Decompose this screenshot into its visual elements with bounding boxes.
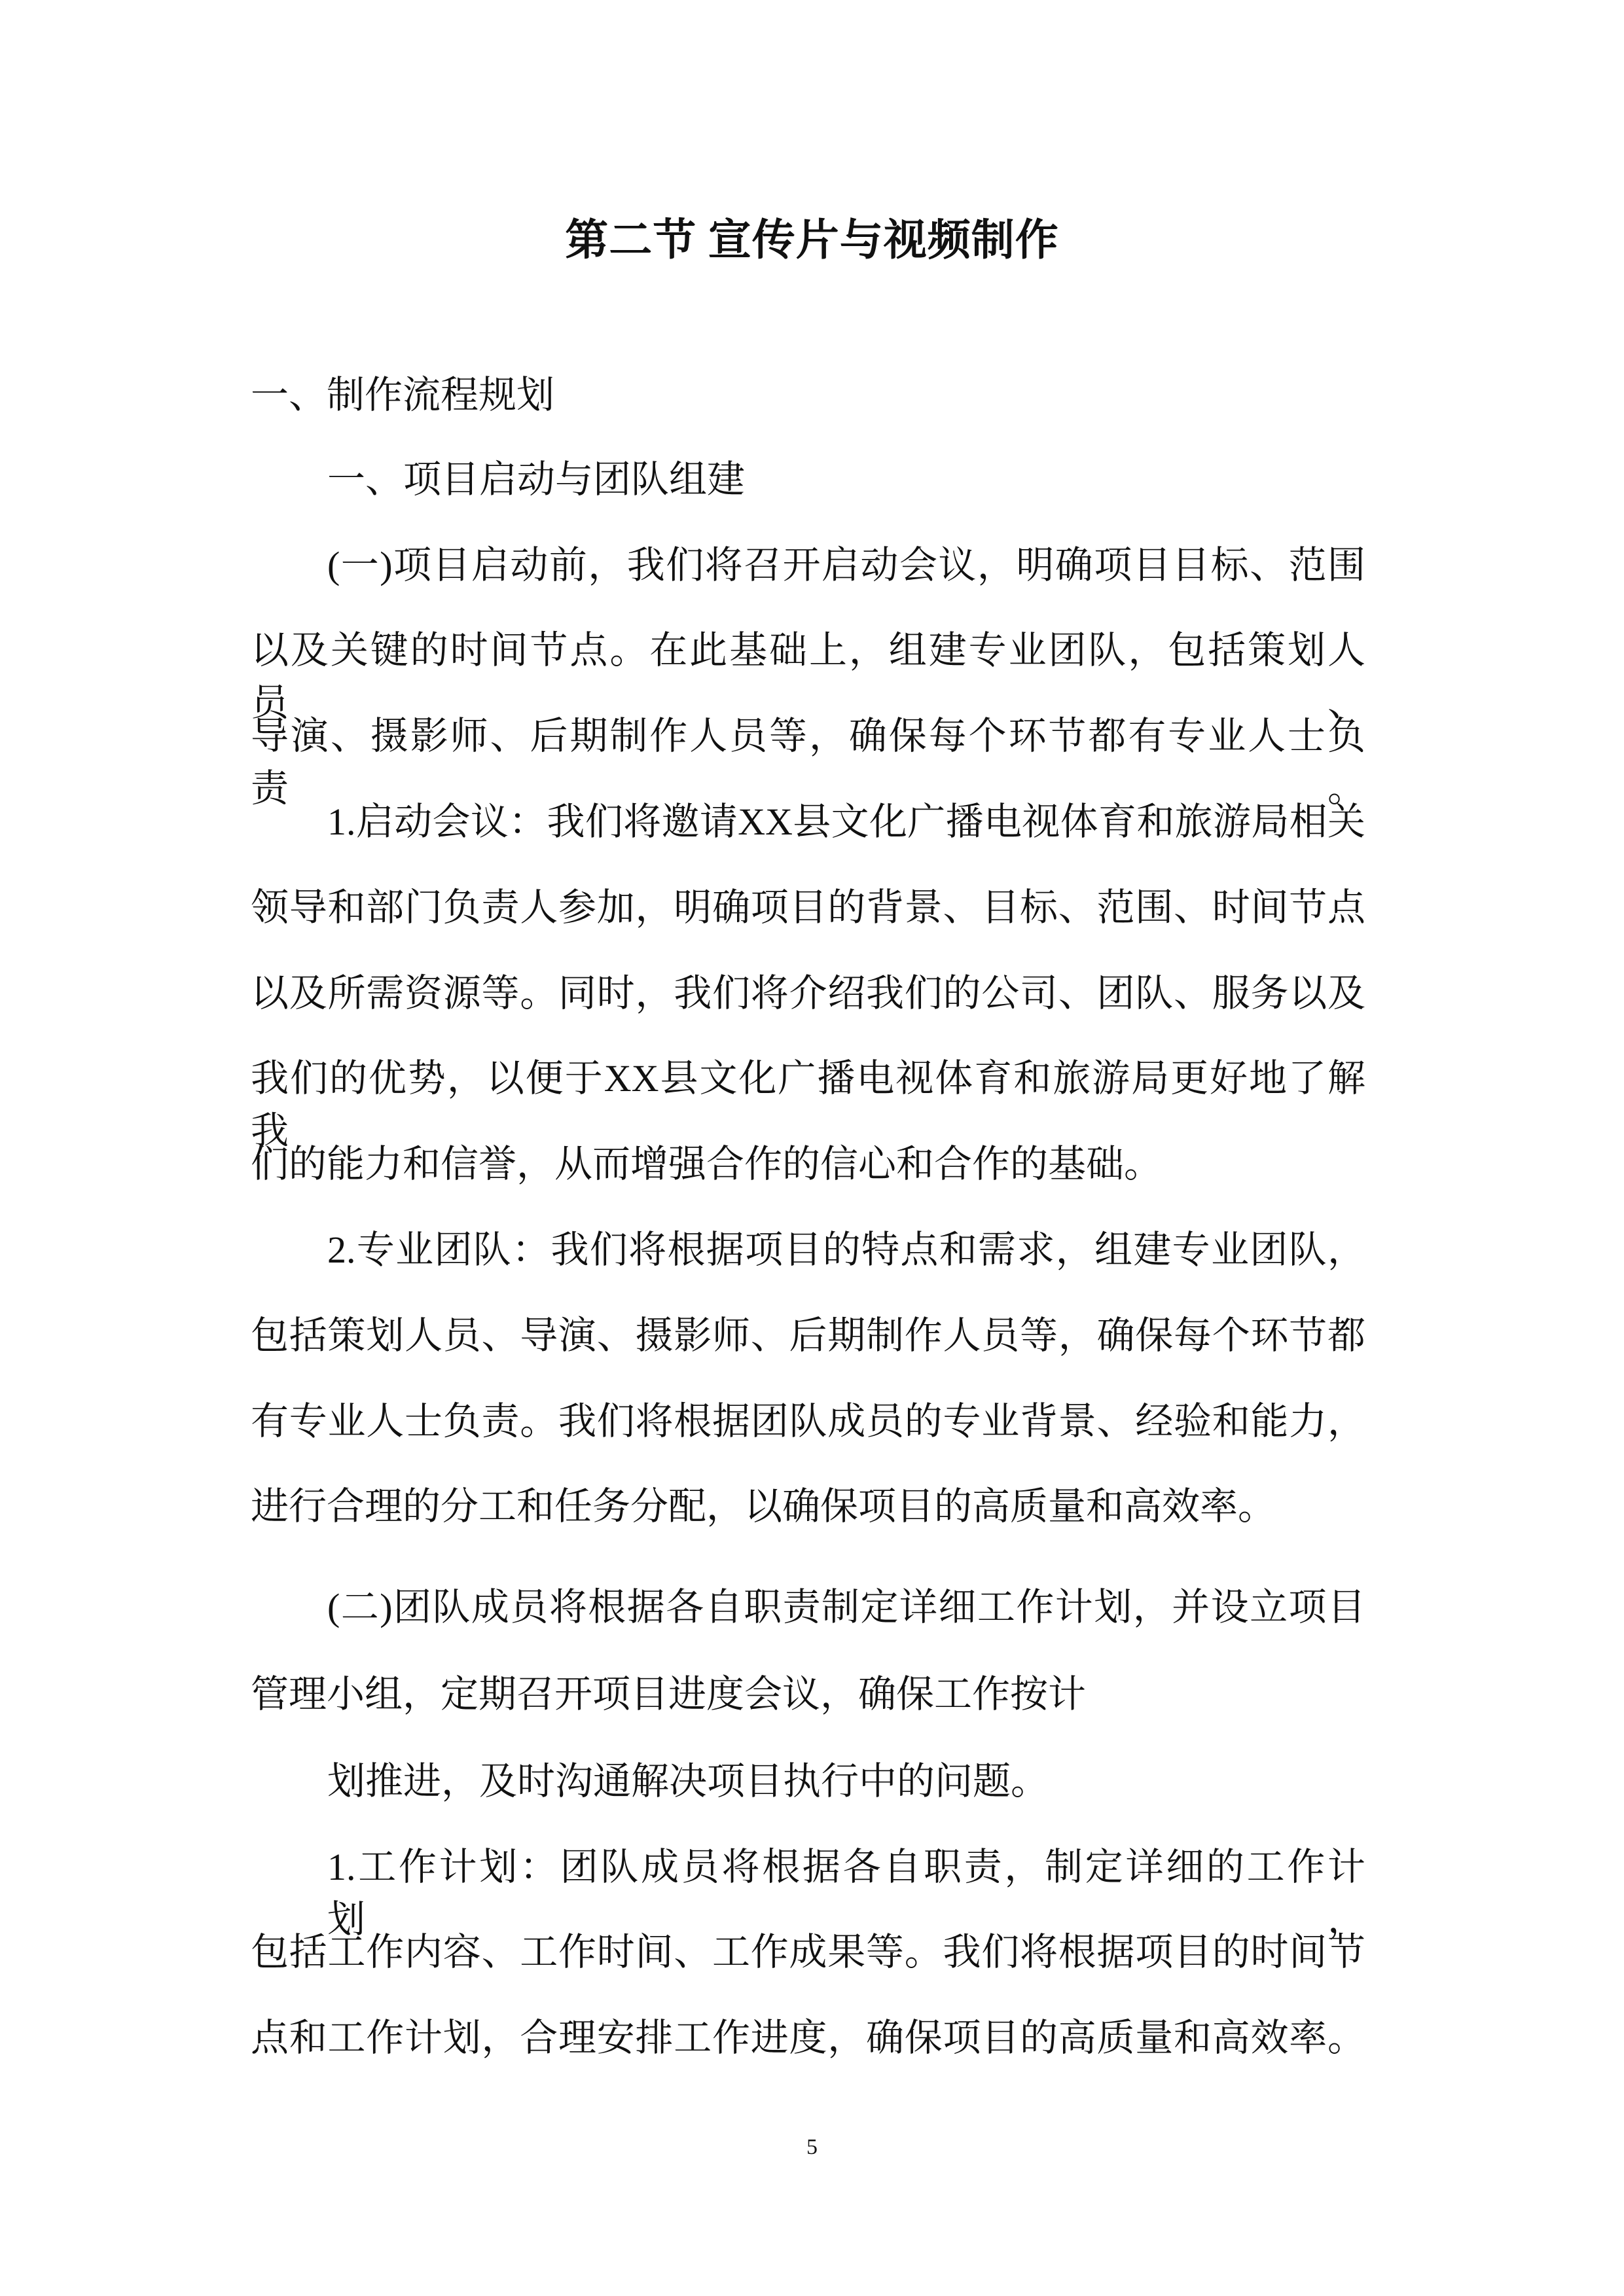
page-number: 5 xyxy=(806,2135,818,2159)
paragraph-line: 导演、摄影师、后期制作人员等，确保每个环节都有专业人士负责。 xyxy=(251,715,1365,810)
paragraph-line: (一)项目启动前，我们将召开启动会议，明确项目目标、范围 xyxy=(327,544,1365,586)
paragraph-line: 我们的优势，以便于XX县文化广播电视体育和旅游局更好地了解我 xyxy=(251,1057,1365,1152)
paragraph-line: 划推进，及时沟通解决项目执行中的问题。 xyxy=(327,1760,1049,1803)
paragraph-line: (二)团队成员将根据各自职责制定详细工作计划，并设立项目 xyxy=(327,1586,1365,1628)
paragraph-line: 包括策划人员、导演、摄影师、后期制作人员等，确保每个环节都 xyxy=(251,1314,1365,1357)
paragraph-line: 管理小组，定期召开项目进度会议，确保工作按计 xyxy=(251,1673,1087,1715)
paragraph-line: 1.工作计划：团队成员将根据各自职责，制定详细的工作计划， xyxy=(327,1846,1365,1941)
paragraph-line: 进行合理的分工和任务分配，以确保项目的高质量和高效率。 xyxy=(251,1485,1276,1528)
heading-2: 一、项目启动与团队组建 xyxy=(327,458,746,501)
paragraph-line: 以及所需资源等。同时，我们将介绍我们的公司、团队、服务以及 xyxy=(251,972,1365,1014)
paragraph-line: 点和工作计划，合理安排工作进度，确保项目的高质量和高效率。 xyxy=(251,2017,1365,2059)
section-title: 第二节 宣传片与视频制作 xyxy=(565,217,1059,264)
paragraph-line: 领导和部门负责人参加，明确项目的背景、目标、范围、时间节点 xyxy=(251,886,1365,929)
paragraph-line: 以及关键的时间节点。在此基础上，组建专业团队，包括策划人员、 xyxy=(251,629,1365,724)
heading-1: 一、制作流程规划 xyxy=(251,374,555,416)
paragraph-line: 包括工作内容、工作时间、工作成果等。我们将根据项目的时间节 xyxy=(251,1931,1365,1973)
paragraph-line: 2.专业团队：我们将根据项目的特点和需求，组建专业团队， xyxy=(327,1229,1365,1271)
paragraph-line: 们的能力和信誉，从而增强合作的信心和合作的基础。 xyxy=(251,1143,1163,1185)
paragraph-line: 有专业人士负责。我们将根据团队成员的专业背景、经验和能力， xyxy=(251,1400,1365,1443)
paragraph-line: 1.启动会议：我们将邀请XX县文化广播电视体育和旅游局相关 xyxy=(327,800,1365,843)
